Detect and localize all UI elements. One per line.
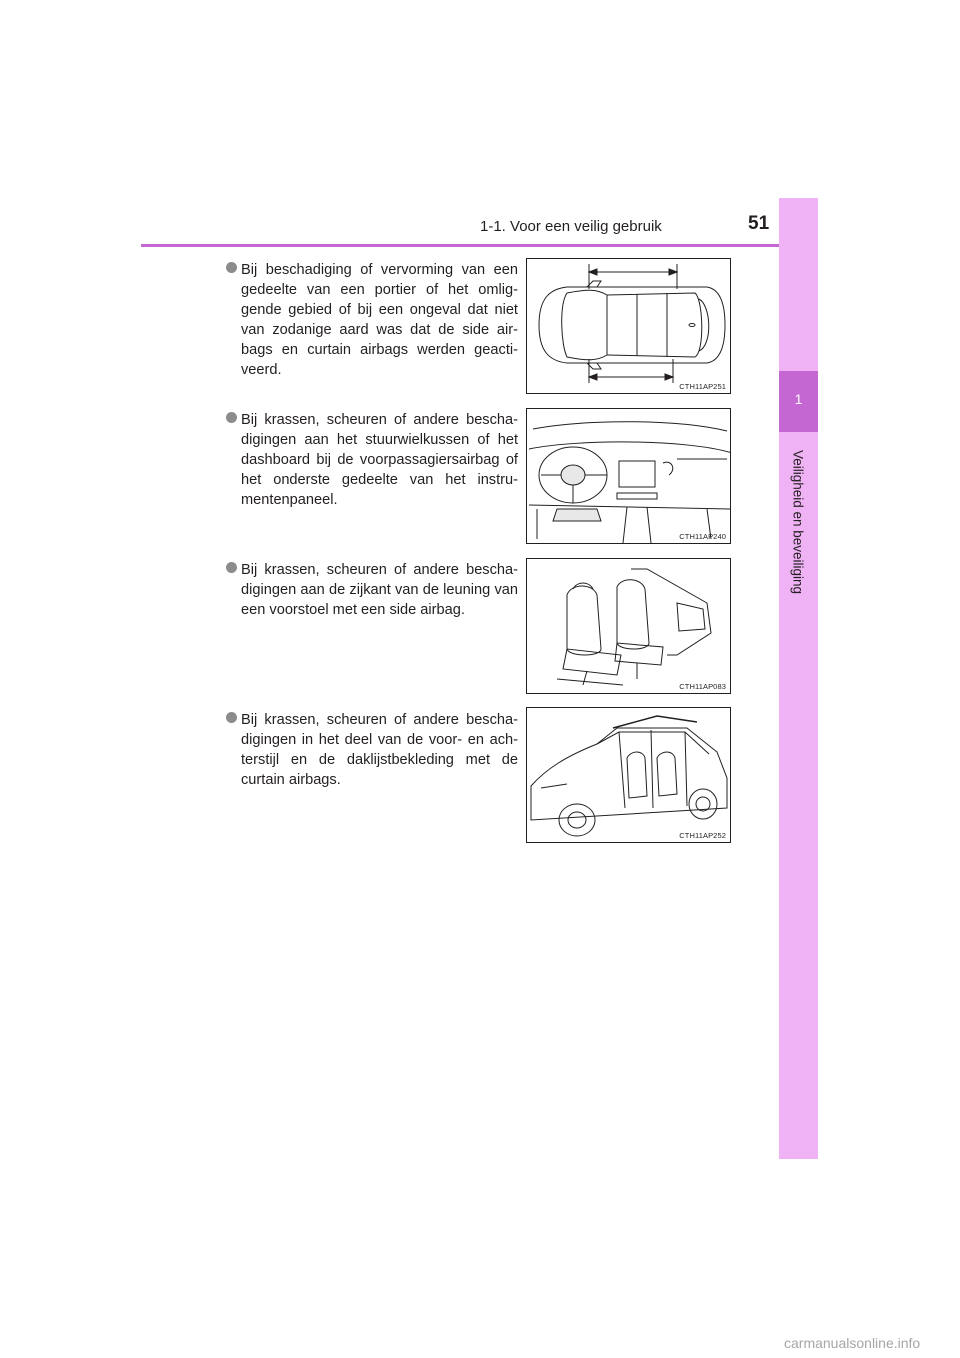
car-side-pillars-icon	[527, 708, 731, 843]
figure-code: CTH11AP240	[679, 532, 726, 541]
dashboard-icon	[527, 409, 731, 544]
list-item	[226, 560, 518, 620]
list-item-text: Bij beschadiging of vervorming van een gedeelte van een portier of het omlig-gende gebied of bij een ongeval dat niet van zodanige aard was dat de side air-bags en curtain airbags werden geacti-veerd.	[241, 262, 518, 378]
bullet-icon	[226, 412, 237, 423]
figure-front-seat	[526, 558, 731, 694]
figure-dashboard	[526, 408, 731, 544]
list-item-text: Bij krassen, scheuren of andere bescha-digingen aan het stuurwielkussen of het dashboard bij de voorpassagiersairbag of het onderste gedeelte van het instru-mentenpaneel.	[241, 412, 518, 508]
list-item	[226, 410, 518, 510]
figure-code: CTH11AP251	[679, 382, 726, 391]
list-item	[226, 260, 518, 380]
front-seat-icon	[527, 559, 731, 694]
header-divider	[141, 244, 818, 247]
list-item-text: Bij krassen, scheuren of andere bescha-digingen in het deel van de voor- en ach-terstijl en de daklijstbekleding met de curtain airbags.	[241, 712, 518, 788]
car-top-view-icon	[527, 259, 731, 394]
watermark: carmanualsonline.info	[784, 1335, 921, 1351]
chapter-side-tab	[779, 198, 818, 1159]
bullet-icon	[226, 262, 237, 273]
list-item-text: Bij krassen, scheuren of andere bescha-digingen aan de zijkant van de leuning van een voorstoel met een side airbag.	[241, 562, 518, 618]
chapter-label: Veiligheid en beveiliging	[790, 449, 806, 595]
page-number: 51	[748, 213, 770, 234]
bullet-icon	[226, 712, 237, 723]
running-header-title: 1-1. Voor een veilig gebruik	[480, 218, 662, 235]
bullet-icon	[226, 562, 237, 573]
figure-code: CTH11AP083	[679, 682, 726, 691]
chapter-number: 1	[794, 391, 803, 407]
list-item	[226, 710, 518, 790]
figure-code: CTH11AP252	[679, 831, 726, 840]
figure-car-side-pillars	[526, 707, 731, 843]
figure-car-top-view	[526, 258, 731, 394]
